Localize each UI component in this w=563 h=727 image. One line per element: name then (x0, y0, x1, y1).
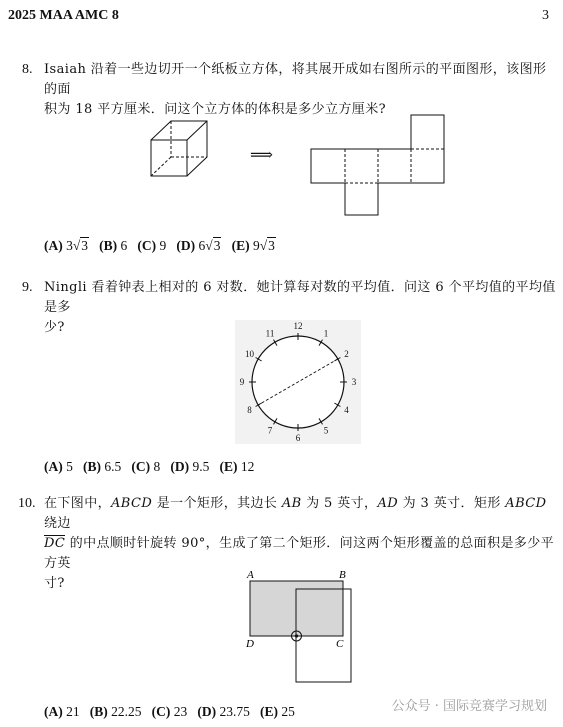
q8-number: 8. (22, 62, 33, 77)
cube-figure (145, 118, 215, 180)
implies-arrow: ⟹ (250, 145, 273, 164)
q10-choice-d[interactable]: (D) 23.75 (197, 704, 250, 719)
q8-choices (44, 238, 276, 254)
cube-hidden-diagonal (151, 157, 171, 176)
q9-choice-e[interactable]: (E) 12 (219, 459, 255, 474)
clock-number: 4 (344, 405, 349, 415)
q8-text (44, 60, 556, 120)
q8-choice-b[interactable]: (B) 6 (99, 238, 128, 253)
watermark: 公众号 · 国际竞赛学习规划 (391, 699, 547, 714)
q8-choice-c[interactable]: (C) 9 (137, 238, 167, 253)
q9-choice-b[interactable]: (B) 6.5 (83, 459, 122, 474)
q10-line-1: 在下图中，ABCD 是一个矩形，其边长 AB 为 5 英寸，AD 为 3 英寸．矩形 ABCD 绕边 (44, 496, 547, 531)
clock-number: 5 (323, 425, 329, 436)
clock-number: 11 (265, 328, 275, 339)
q8-line-1: Isaiah 沿着一些边切开一个纸板立方体，将其展开成如右图所示的平面图形，该图形的面 (44, 62, 547, 97)
q9-line-1: Ningli 看着钟表上相对的 6 对数．她计算每对数的平均值．问这 6 个平均值的平均值是多 (44, 280, 556, 315)
clock-number: 10 (245, 349, 255, 359)
vertex-d-label: D (246, 638, 254, 650)
q8-choice-e[interactable]: (E) 9√3 (231, 238, 275, 253)
clock-number: 9 (239, 377, 245, 387)
q9-choice-c[interactable]: (C) 8 (131, 459, 161, 474)
clock-figure (235, 320, 361, 444)
clock-number: 1 (323, 328, 329, 339)
clock-number: 12 (293, 321, 303, 331)
cube-top-right-edge (187, 121, 207, 140)
q8-line-2: 积为 18 平方厘米．问这个立方体的体积是多少立方厘米? (44, 102, 386, 117)
clock-number: 3 (351, 377, 357, 387)
q9-choice-a[interactable]: (A) 5 (44, 459, 73, 474)
q10-choice-e[interactable]: (E) 25 (260, 704, 295, 719)
q10-line-2: DC 的中点顺时针旋转 90°，生成了第二个矩形．问这两个矩形覆盖的总面积是多少平方英 (44, 536, 555, 571)
q10-number: 10. (18, 496, 36, 511)
q10-choices (44, 704, 295, 720)
rotation-center-point (295, 634, 298, 637)
clock-number: 8 (247, 405, 252, 415)
q8-choice-a[interactable]: (A) 3√3 (44, 238, 89, 253)
clock-number: 6 (295, 433, 301, 443)
q9-choice-d[interactable]: (D) 9.5 (170, 459, 210, 474)
q8-choice-d[interactable]: (D) 6√3 (176, 238, 221, 253)
vertex-b-label: B (339, 569, 346, 581)
vertex-c-label: C (336, 638, 344, 650)
q9-choices (44, 459, 254, 475)
q9-number: 9. (22, 280, 33, 295)
vertex-a-label: A (247, 569, 254, 581)
clock-number: 2 (344, 349, 349, 359)
page-number: 3 (542, 8, 549, 23)
q10-choice-b[interactable]: (B) 22.25 (89, 704, 142, 719)
q10-choice-c[interactable]: (C) 23 (151, 704, 188, 719)
exam-title: 2025 MAA AMC 8 (8, 8, 119, 23)
q10-line-3: 寸? (44, 576, 65, 591)
q10-choice-a[interactable]: (A) 21 (44, 704, 80, 719)
cube-front-face (151, 140, 187, 176)
clock-number: 7 (267, 425, 273, 436)
cube-net-figure (308, 112, 448, 220)
q9-line-2: 少? (44, 320, 65, 335)
rotated-rectangles-figure (240, 565, 360, 687)
